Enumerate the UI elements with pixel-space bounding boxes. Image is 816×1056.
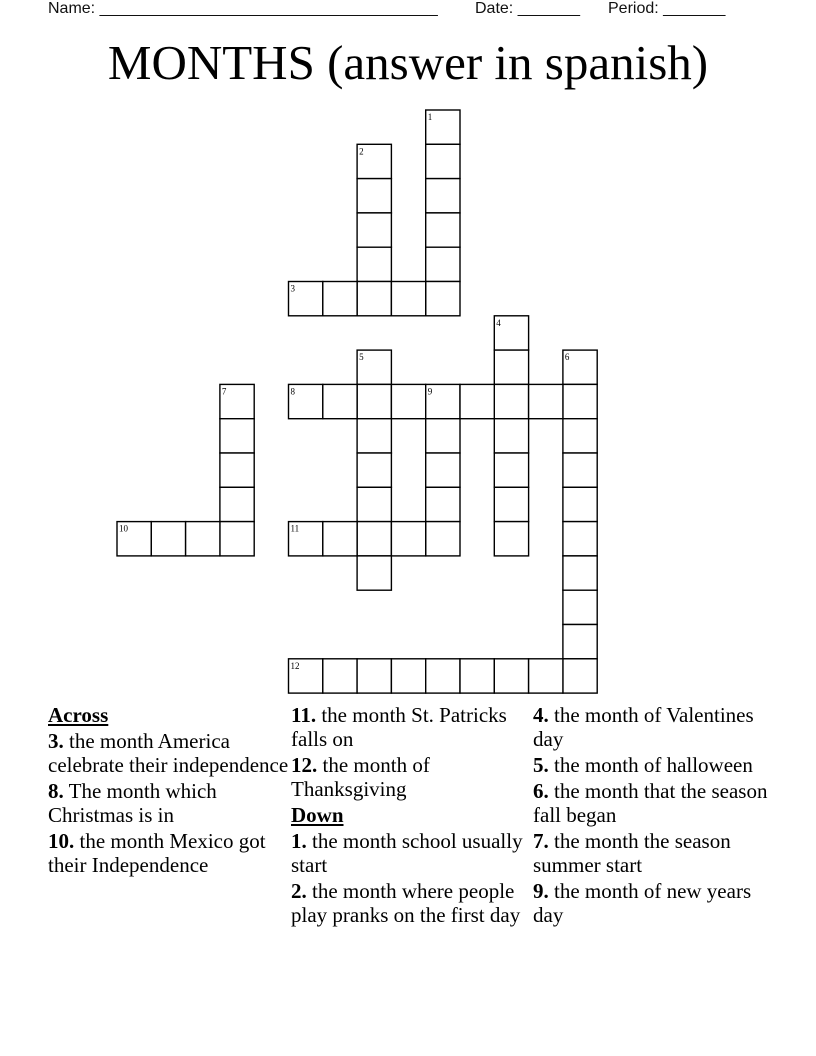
- grid-cell[interactable]: [323, 282, 357, 316]
- grid-cell[interactable]: [563, 556, 597, 590]
- clue-text: the month St. Patricks falls on: [291, 703, 507, 751]
- clue-text: the month Mexico got their Independence: [48, 829, 266, 877]
- grid-cell[interactable]: [563, 453, 597, 487]
- clue-down-6: [533, 779, 778, 827]
- grid-cell[interactable]: [323, 384, 357, 418]
- grid-cell[interactable]: [357, 556, 391, 590]
- clue-number: 2.: [291, 879, 307, 903]
- clue-down-1: [291, 829, 536, 877]
- grid-cell[interactable]: [391, 282, 425, 316]
- clue-number: 12.: [291, 753, 318, 777]
- grid-cell[interactable]: [426, 247, 460, 281]
- clue-number-label: 8: [290, 386, 295, 397]
- clue-number-label: 2: [359, 146, 364, 157]
- grid-cell[interactable]: [357, 384, 391, 418]
- grid-cell[interactable]: [357, 282, 391, 316]
- clue-text: the month of Thanksgiving: [291, 753, 430, 801]
- grid-cell[interactable]: [563, 419, 597, 453]
- clue-number-label: 11: [290, 523, 300, 534]
- grid-cell[interactable]: [323, 659, 357, 693]
- clue-number: 11.: [291, 703, 317, 727]
- clue-across-3: [48, 729, 293, 777]
- grid-cell[interactable]: [563, 590, 597, 624]
- grid-cell[interactable]: [391, 522, 425, 556]
- clue-number: 3.: [48, 729, 64, 753]
- clue-number-label: 7: [221, 386, 227, 397]
- grid-cell[interactable]: [357, 419, 391, 453]
- clue-across-11: [291, 703, 536, 751]
- across-heading: Across: [48, 703, 109, 727]
- grid-cell[interactable]: [357, 522, 391, 556]
- grid-cell[interactable]: [563, 487, 597, 521]
- date-field-label: Date: _______: [475, 0, 580, 17]
- grid-cell[interactable]: [220, 453, 254, 487]
- grid-cell[interactable]: [460, 659, 494, 693]
- clue-number-label: 6: [564, 352, 570, 363]
- clue-text: the month that the season fall began: [533, 779, 768, 827]
- clue-number-label: 3: [290, 283, 295, 294]
- clue-number-label: 1: [427, 112, 433, 122]
- clue-text: the month school usually start: [291, 829, 523, 877]
- clue-number: 7.: [533, 829, 549, 853]
- clue-number: 6.: [533, 779, 549, 803]
- clue-number: 1.: [291, 829, 307, 853]
- grid-cell[interactable]: [494, 487, 528, 521]
- clue-number-label: 12: [290, 660, 300, 671]
- clue-text: The month which Christmas is in: [48, 779, 217, 827]
- clue-number: 5.: [533, 753, 549, 777]
- grid-cell[interactable]: [426, 282, 460, 316]
- grid-cell[interactable]: [220, 522, 254, 556]
- clue-text: the month America celebrate their independence: [48, 729, 289, 777]
- grid-cell[interactable]: [494, 384, 528, 418]
- clue-text: the month of Valentines day: [533, 703, 754, 751]
- clue-text: the month where people play pranks on the first day: [291, 879, 521, 927]
- grid-cell[interactable]: [494, 350, 528, 384]
- clue-down-9: [533, 879, 778, 927]
- grid-cell[interactable]: [426, 213, 460, 247]
- grid-cell[interactable]: [494, 419, 528, 453]
- grid-cell[interactable]: [563, 625, 597, 659]
- name-field-label: Name: ______________________________________: [48, 0, 438, 17]
- clue-down-5: [533, 753, 778, 777]
- clues-column-3: [533, 703, 778, 929]
- grid-cell[interactable]: [426, 144, 460, 178]
- grid-cell[interactable]: [426, 487, 460, 521]
- clue-number-label: 9: [427, 386, 433, 397]
- clue-number-label: 5: [359, 352, 364, 363]
- grid-cell[interactable]: [426, 179, 460, 213]
- clues-column-2: [291, 703, 536, 929]
- grid-cell[interactable]: [494, 453, 528, 487]
- grid-cell[interactable]: [529, 384, 563, 418]
- grid-cell[interactable]: [426, 659, 460, 693]
- grid-cell[interactable]: [220, 419, 254, 453]
- grid-cell[interactable]: [563, 384, 597, 418]
- clue-number-label: 4: [496, 317, 501, 328]
- clue-number: 8.: [48, 779, 64, 803]
- clue-number: 9.: [533, 879, 549, 903]
- grid-cell[interactable]: [357, 179, 391, 213]
- clue-number: 4.: [533, 703, 549, 727]
- grid-cell[interactable]: [563, 522, 597, 556]
- down-heading: Down: [291, 803, 344, 827]
- clue-text: the month the season summer start: [533, 829, 731, 877]
- clue-down-7: [533, 829, 778, 877]
- clue-text: the month of new years day: [533, 879, 752, 927]
- grid-cell[interactable]: [563, 659, 597, 693]
- clue-text: the month of halloween: [548, 753, 753, 777]
- grid-cell[interactable]: [357, 487, 391, 521]
- grid-cell[interactable]: [494, 659, 528, 693]
- clue-number: 10.: [48, 829, 75, 853]
- page-title: MONTHS (answer in spanish): [107, 35, 709, 90]
- clue-down-2: [291, 879, 536, 927]
- clue-down-4: [533, 703, 778, 751]
- grid-cell[interactable]: [357, 247, 391, 281]
- grid-cell[interactable]: [186, 522, 220, 556]
- grid-cell[interactable]: [460, 384, 494, 418]
- grid-cell[interactable]: [426, 522, 460, 556]
- grid-cell[interactable]: [391, 384, 425, 418]
- grid-cell[interactable]: [391, 659, 425, 693]
- grid-cell[interactable]: [151, 522, 185, 556]
- clues-column-1: [48, 703, 293, 879]
- grid-cell[interactable]: [357, 453, 391, 487]
- grid-cell[interactable]: [426, 419, 460, 453]
- grid-cell[interactable]: [494, 522, 528, 556]
- grid-cell[interactable]: [323, 522, 357, 556]
- clue-number-label: 10: [119, 523, 128, 534]
- clue-across-10: [48, 829, 293, 877]
- grid-cell[interactable]: [220, 487, 254, 521]
- grid-cell[interactable]: [357, 659, 391, 693]
- period-field-label: Period: _______: [608, 0, 726, 17]
- clue-across-8: [48, 779, 293, 827]
- grid-cell[interactable]: [357, 213, 391, 247]
- grid-cell[interactable]: [529, 659, 563, 693]
- grid-cell[interactable]: [426, 453, 460, 487]
- clue-across-12: [291, 753, 536, 801]
